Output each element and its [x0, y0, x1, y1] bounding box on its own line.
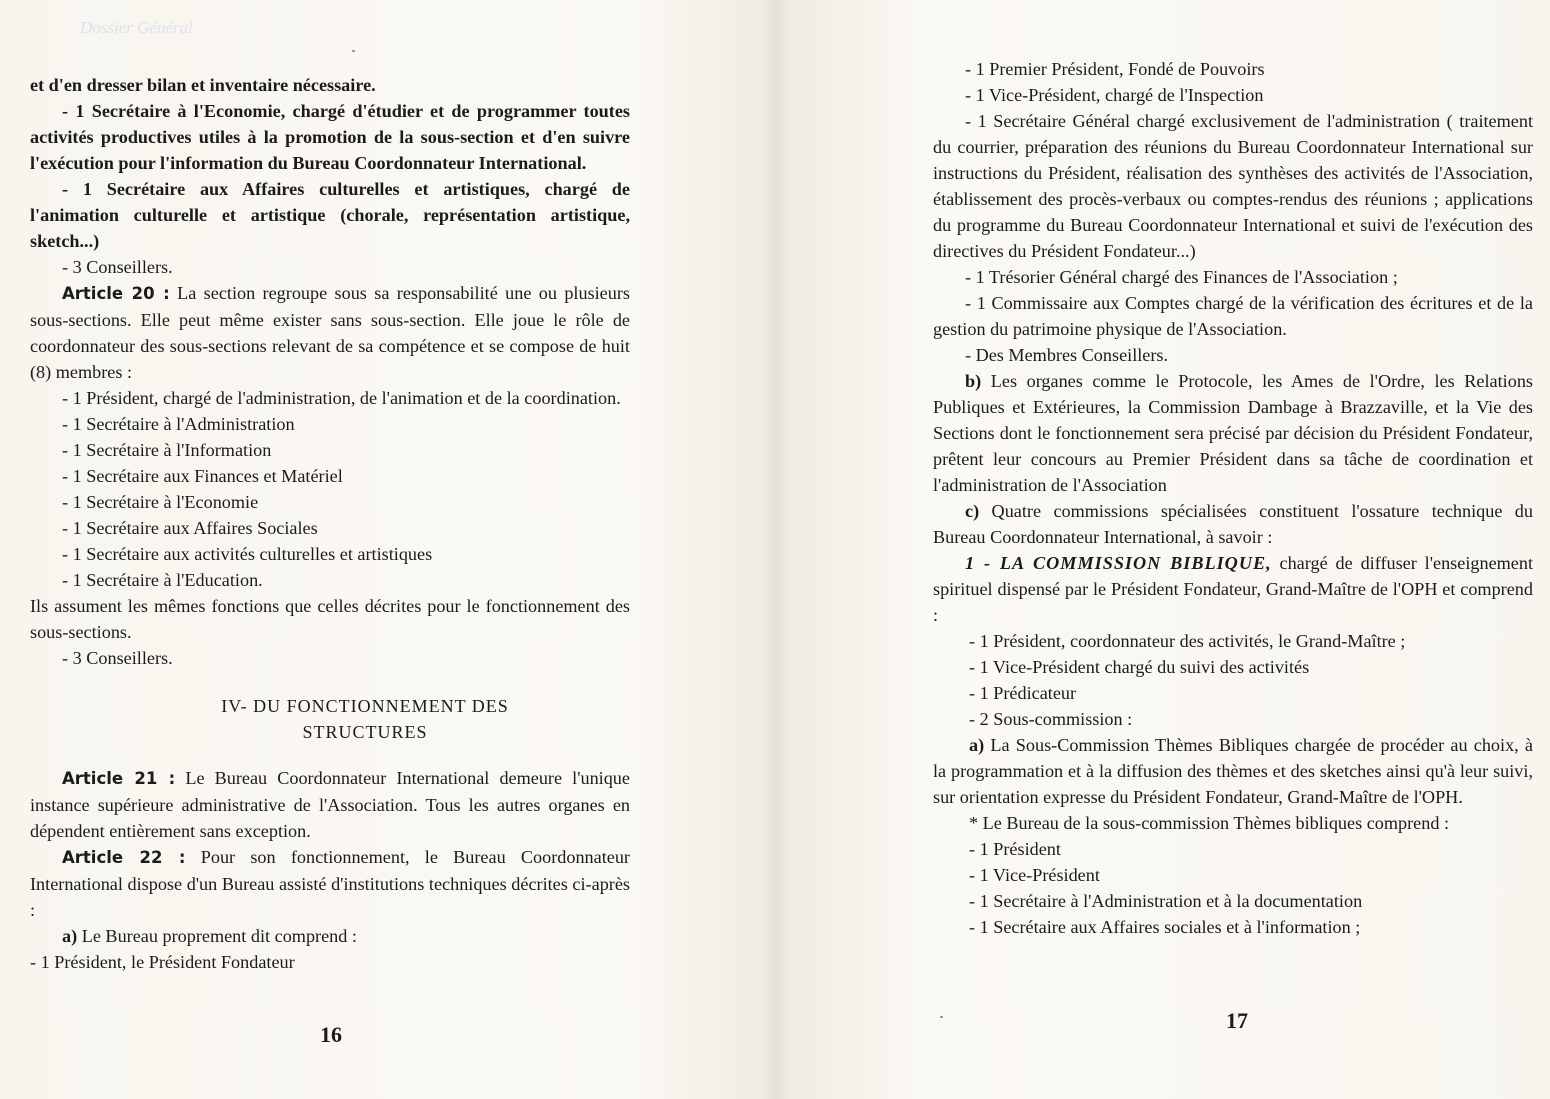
section-heading-line: STRUCTURES: [302, 722, 428, 742]
clause-text: Les organes comme le Protocole, les Ames de l'Ordre, les Relations Publiques et Extérieures, la Commission Dambage à Brazzaville, et la Vie des Sections dont le fonctionnement sera précisé par décision du Président Fondateur, prêtent leur concours au Premier Président dans sa tâche de coordination et l'administration de l'Association: [933, 371, 1533, 495]
list-item: - 1 Prédicateur: [969, 683, 1077, 703]
commission-title: 1 - LA COMMISSION BIBLIQUE,: [965, 553, 1272, 573]
list-item: - 1 Secrétaire aux Affaires Sociales: [62, 518, 318, 538]
list-item: - 1 Secrétaire aux Affaires sociales et à l'information ;: [969, 917, 1361, 937]
list-item: - 3 Conseillers.: [62, 648, 173, 668]
list-item: - 1 Commissaire aux Comptes chargé de la vérification des écritures et de la gestion du patrimoine physique de l'Association.: [933, 293, 1533, 339]
page-number: 16: [320, 1022, 342, 1047]
commission-paragraph: [933, 550, 1533, 628]
list-item: - 1 Président, le Président Fondateur: [30, 952, 295, 972]
clause-label: c): [965, 501, 980, 521]
list-item: - 1 Premier Président, Fondé de Pouvoirs: [965, 59, 1265, 79]
speck: [940, 1016, 943, 1018]
sub-clause: [933, 498, 1533, 550]
article-label: Article 22 :: [62, 848, 186, 867]
clause-label: a): [969, 735, 985, 755]
sub-clause: [933, 732, 1533, 810]
paragraph: - 1 Secrétaire aux Affaires culturelles et artistiques, chargé de l'animation culturelle et artistique (chorale, représentation artistique, sketch...): [30, 179, 630, 251]
list-item: - 2 Sous-commission :: [969, 709, 1133, 729]
paragraph: - 3 Conseillers.: [62, 257, 173, 277]
paragraph: - 1 Secrétaire à l'Economie, chargé d'étudier et de programmer toutes activités productives utiles à la promotion de la sous-section et d'en suivre l'exécution pour l'information du Bureau Coordonnateur International.: [30, 101, 630, 173]
article-text: Le Bureau Coordonnateur International demeure l'unique instance supérieure administrative de l'Association. Tous les autres organes en dépendent entièrement sans exception.: [30, 768, 630, 841]
clause-text: Le Bureau proprement dit comprend :: [77, 926, 357, 946]
list-item: - 1 Vice-Président, chargé de l'Inspection: [965, 85, 1264, 105]
article-label: Article 20 :: [62, 284, 170, 303]
page-number: 17: [1226, 1008, 1248, 1033]
speck: [352, 50, 355, 52]
list-item: - 1 Secrétaire aux Finances et Matériel: [62, 466, 343, 486]
list-item: - 1 Secrétaire Général chargé exclusivement de l'administration ( traitement du courrier, préparation des réunions du Bureau Coordonnateur International sur instructions du Président, réalisation des synthèses des activités de l'Association, établissement des procès-verbaux ou comptes-rendus des réunions ; applications du programme du Bureau Coordonnateur International et suivi de l'exécution des directives du Président Fondateur...): [933, 111, 1533, 261]
section-heading: [30, 693, 630, 745]
clause-text: La Sous-Commission Thèmes Bibliques chargée de procéder au choix, à la programmation et à la diffusion des thèmes et des sketches ainsi qu'à leur suivi, sur orientation expresse du Président Fondateur, Grand-Maître de l'OPH.: [933, 735, 1533, 807]
paragraph: et d'en dresser bilan et inventaire nécessaire.: [30, 75, 376, 95]
bleed-through-text: Dossier Général: [80, 18, 193, 37]
clause-label: a): [62, 926, 78, 946]
article-22: [30, 844, 630, 923]
article-text: La section regroupe sous sa responsabilité une ou plusieurs sous-sections. Elle peut même exister sans sous-section. Elle joue le rôle de coordonnateur des sous-sections relevant de sa compétence et se compose de huit (8) membres :: [30, 283, 630, 382]
clause-label: b): [965, 371, 982, 391]
article-label: Article 21 :: [62, 769, 176, 788]
list-item: - 1 Vice-Président: [969, 865, 1100, 885]
left-page-text: [30, 72, 630, 975]
article-text: Pour son fonctionnement, le Bureau Coordonnateur International dispose d'un Bureau assisté d'institutions techniques décrites ci-après :: [30, 847, 630, 920]
list-item: * Le Bureau de la sous-commission Thèmes bibliques comprend :: [969, 813, 1450, 833]
list-item: - 1 Président, chargé de l'administration, de l'animation et de la coordination.: [62, 388, 621, 408]
list-item: - 1 Secrétaire à l'Economie: [62, 492, 259, 512]
list-item: - 1 Secrétaire à l'Education.: [62, 570, 263, 590]
list-item: - Des Membres Conseillers.: [965, 345, 1169, 365]
commission-text: chargé de diffuser l'enseignement spirituel dispensé par le Président Fondateur, Grand-Maître de l'OPH et comprend :: [933, 553, 1534, 625]
list-item: - 1 Vice-Président chargé du suivi des activités: [969, 657, 1310, 677]
article-20: [30, 280, 630, 385]
sub-clause: [933, 368, 1533, 498]
article-21: [30, 765, 630, 844]
list-item: - 1 Secrétaire à l'Information: [62, 440, 272, 460]
right-page-text: [933, 56, 1533, 940]
list-item: - 1 Trésorier Général chargé des Finances de l'Association ;: [965, 267, 1398, 287]
list-item: - 1 Secrétaire aux activités culturelles et artistiques: [62, 544, 433, 564]
list-item: - 1 Président: [969, 839, 1061, 859]
list-item: - 1 Président, coordonnateur des activités, le Grand-Maître ;: [969, 631, 1406, 651]
page-right: [775, 0, 1550, 1099]
list-item: - 1 Secrétaire à l'Administration et à la documentation: [969, 891, 1363, 911]
section-heading-line: IV- DU FONCTIONNEMENT DES: [221, 696, 509, 716]
paragraph: Ils assument les mêmes fonctions que celles décrites pour le fonctionnement des sous-sections.: [30, 596, 630, 642]
list-item: - 1 Secrétaire à l'Administration: [62, 414, 295, 434]
clause-text: Quatre commissions spécialisées constituent l'ossature technique du Bureau Coordonnateur International, à savoir :: [933, 501, 1533, 547]
sub-clause: [30, 923, 630, 949]
